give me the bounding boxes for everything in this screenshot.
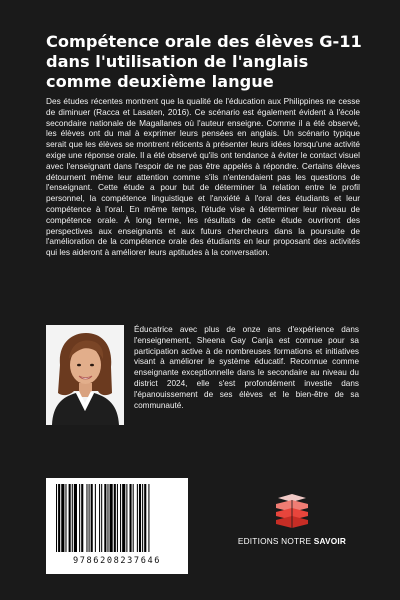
- publisher-name-regular: EDITIONS NOTRE: [237, 536, 314, 546]
- barcode-bar: [58, 484, 60, 552]
- barcode-bar: [91, 484, 93, 552]
- barcode-bar: [65, 484, 66, 552]
- barcode-bar: [101, 484, 102, 552]
- barcode-bar: [133, 484, 134, 552]
- barcode-bar: [61, 484, 64, 552]
- publisher-name-bold: SAVOIR: [313, 536, 347, 546]
- stacked-books-logo-icon: [272, 494, 312, 528]
- barcode-bar: [56, 484, 57, 552]
- barcode-bar: [104, 484, 106, 552]
- barcode-bar: [137, 484, 138, 552]
- barcode-bar: [148, 484, 149, 552]
- barcode-icon: [54, 484, 180, 556]
- barcode-bar: [79, 484, 80, 552]
- barcode-bar: [142, 484, 143, 552]
- barcode-bar: [89, 484, 90, 552]
- book-title: Compétence orale des élèves G-11 dans l'utilisation de l'anglais comme deuxième langue: [46, 32, 362, 91]
- barcode-bar: [95, 484, 96, 552]
- barcode-bar: [122, 484, 125, 552]
- barcode-bar: [99, 484, 100, 552]
- barcode-bar: [110, 484, 113, 552]
- barcode-bar: [69, 484, 71, 552]
- barcode-bar: [81, 484, 83, 552]
- isbn-number: 9786208237646: [72, 556, 162, 566]
- author-portrait-icon: [46, 325, 124, 425]
- barcode-bar: [74, 484, 77, 552]
- barcode-bar: [107, 484, 108, 552]
- publisher-block: [232, 494, 352, 546]
- barcode-bar: [144, 484, 146, 552]
- book-summary: Des études récentes montrent que la qualité de l'éducation aux Philippines ne cesse de diminuer (Racca et Lasaten, 2016). Ce scénario est également évident à l'école secondaire nationale de Magallanes où l'auteur enseigne. Comme il a été observé, les élèves ont du mal à exprimer leurs pensées en anglais. Un scénario typique serait que les élèves se montrent réticents à présenter leurs idées lorsqu'une activité exige une réponse orale. Il a été observé qu'ils ont tendance à éviter le contact visuel avec l'enseignant dans l'espoir de ne pas être appelés à répondre. Certains élèves détournent même leur attention comme s'ils n'entendaient pas les questions de l'enseignant. Cette étude a pour but de déterminer la relation entre le profil personnel, la compétence linguistique et l'anxiété à l'oral des étudiants et leur compétence à l'oral. En même temps, l'étude vise à déterminer leur niveau de compétence orale. À long terme, les résultats de cette étude ouvriront des perspectives aux enseignants et aux futurs chercheurs dans la poursuite de l'amélioration de la compétence orale des étudiants en leur proposant des activités qui les aideront à améliorer leurs aptitudes à la conversation.: [46, 96, 360, 258]
- barcode-bar: [130, 484, 132, 552]
- barcode-bar: [72, 484, 73, 552]
- barcode-bar: [120, 484, 121, 552]
- barcode-bar: [114, 484, 116, 552]
- barcode-bar: [126, 484, 127, 552]
- publisher-name: [232, 536, 352, 546]
- barcode-bar: [86, 484, 87, 552]
- barcode-bar: [139, 484, 141, 552]
- isbn-barcode: [46, 478, 188, 574]
- barcode-bar: [117, 484, 118, 552]
- author-photo: [46, 325, 124, 425]
- author-biography: Éducatrice avec plus de onze ans d'expérience dans l'enseignement, Sheena Gay Canja est connue pour sa participation active à de nombreuses formations et initiatives visant à améliorer le système éducatif. Reconnue comme enseignante exceptionnelle dans le secondaire au niveau du district 2024, elle s'est profondément investie dans l'épanouissement de ses élèves et le bien-être de sa communauté.: [134, 325, 359, 410]
